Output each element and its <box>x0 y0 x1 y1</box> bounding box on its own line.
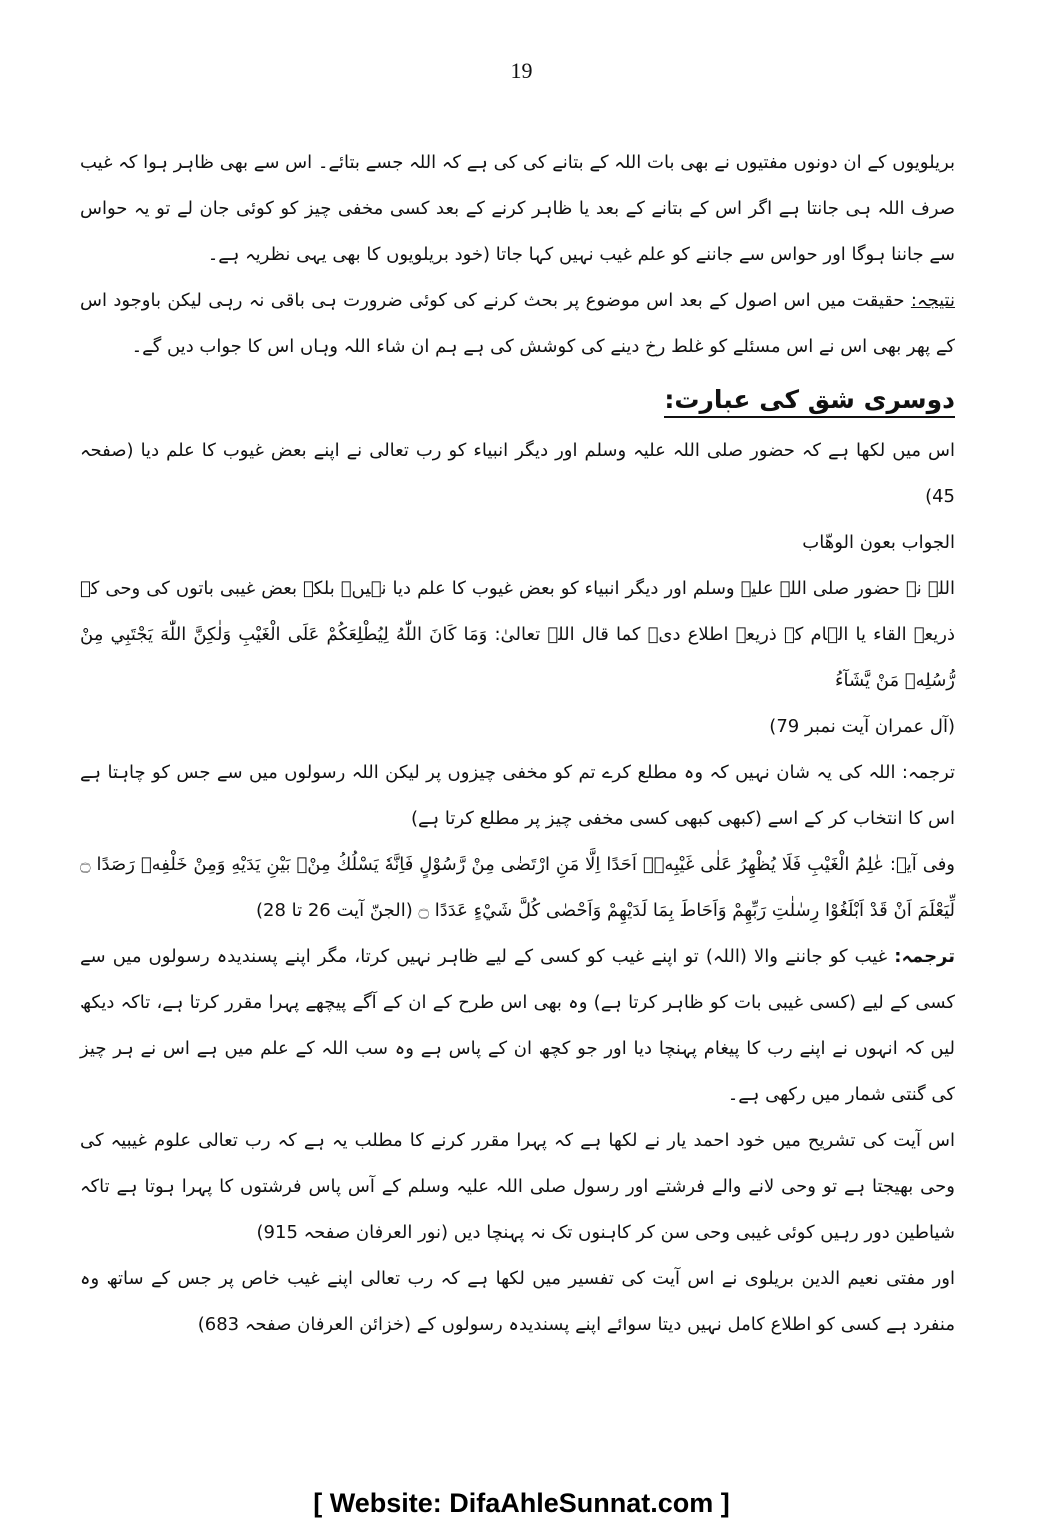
paragraph-4: الجواب بعون الوھّاب <box>802 532 955 553</box>
website-footer: [ Website: DifaAhleSunnat.com ] <box>313 1488 730 1518</box>
section-heading-text: دوسری شق کی عبارت: <box>664 385 955 418</box>
paragraph-9-text: غیب کو جاننے والا (اللہ) تو اپنے غیب کو کسی کے لیے ظاہر نہیں کرتا، مگر اپنے پسندیدہ رسولوں میں سے کسی کے لیے (کسی غیبی بات کو ظاہر کرتا ہے) وہ بھی اس طرح کے ان کے آگے پیچھے پہرا مقرر کرتا ہے، تاکہ دیکھ لیں کہ انہوں نے اپنے رب کا پیغام پہنچا دیا اور جو کچھ ان کے پاس ہے وہ سب اللہ کے علم میں ہے اس نے ہر چیز کی گنتی شمار میں رکھی ہے۔ <box>80 946 955 1105</box>
paragraph-6: (آل عمران آیت نمبر 79) <box>769 716 955 737</box>
paragraph-11: اور مفتی نعیم الدین بریلوی نے اس آیت کی تفسیر میں لکھا ہے کہ رب تعالی اپنے غیب خاص پر جس کے ساتھ وہ منفرد ہے کسی کو اطلاع کامل نہیں دیتا سوائے اپنے پسندیدہ رسولوں کے (خزائن العرفان صفحہ 683) <box>80 1268 955 1335</box>
document-body <box>80 140 955 1348</box>
translation-label: ترجمہ: <box>894 946 955 967</box>
paragraph-1: بریلویوں کے ان دونوں مفتیوں نے بھی بات اللہ کے بتانے کی کی ہے کہ اللہ جسے بتائے۔ اس سے بھی ظاہر ہوا کہ غیب صرف اللہ ہی جانتا ہے اگر اس کے بتانے کے بعد یا ظاہر کرنے کے بعد کسی مخفی چیز کو کوئی جان لے تو یہ حواس سے جاننا ہوگا اور حواس سے جاننے کو علم غیب نہیں کہا جاتا (خود بریلویوں کا بھی یہی نظریہ ہے۔ <box>80 152 955 265</box>
result-label: نتیجہ: <box>910 290 955 311</box>
paragraph-7: ترجمہ: اللہ کی یہ شان نہیں کہ وہ مطلع کرے تم کو مخفی چیزوں پر لیکن اللہ رسولوں میں سے جس کو چاہتا ہے اس کا انتخاب کر کے اسے (کبھی کبھی کسی مخفی چیز پر مطلع کرتا ہے) <box>80 762 955 829</box>
paragraph-9 <box>80 934 955 1118</box>
paragraph-8: وفی آیۃ: عٰلِمُ الْغَيْبِ فَلَا يُظْهِرُ عَلٰى غَيْبِهٖۤ اَحَدًا اِلَّا مَنِ ارْتَضٰى مِنْ رَّسُوْلٍ فَاِنَّهٗ يَسْلُكُ مِنْۢ بَيْنِ يَدَيْهِ وَمِنْ خَلْفِهٖ رَصَدًا ۝ لِّيَعْلَمَ اَنْ قَدْ اَبْلَغُوْا رِسٰلٰتِ رَبِّهِمْ وَاَحَاطَ بِمَا لَدَيْهِمْ وَاَحْصٰى كُلَّ شَيْءٍ عَدَدًا ۝ (الجنّ آیت 26 تا 28) <box>80 854 955 921</box>
page-number: 19 <box>510 58 533 83</box>
paragraph-5: اللہ نے حضور صلی اللہ علیہ وسلم اور دیگر انبیاء کو بعض غیوب کا علم دیا نہیں۔ بلکہ بعض غیبی باتوں کی وحی کے ذریعے القاء یا الہام کے ذریعے اطلاع دی۔ کما قال اللہ تعالیٰ: وَمَا كَانَ اللّٰهُ لِيُطْلِعَكُمْ عَلَى الْغَيْبِ وَلٰكِنَّ اللّٰهَ يَجْتَبِي مِنْ رُّسُلِهٖ مَنْ يَّشَآءُ <box>80 578 955 691</box>
section-heading <box>80 374 955 426</box>
paragraph-3: اس میں لکھا ہے کہ حضور صلی اللہ علیہ وسلم اور دیگر انبیاء کو رب تعالی نے اپنے بعض غیوب کا علم دیا (صفحہ 45) <box>80 440 955 507</box>
paragraph-10: اس آیت کی تشریح میں خود احمد یار نے لکھا ہے کہ پہرا مقرر کرنے کا مطلب یہ ہے کہ رب تعالی علوم غیبیہ کی وحی بھیجتا ہے تو وحی لانے والے فرشتے اور رسول صلی اللہ علیہ وسلم کے آس پاس فرشتوں کا پہرا ہوتا ہے تاکہ شیاطین دور رہیں کوئی غیبی وحی سن کر کاہنوں تک نہ پہنچا دیں (نور العرفان صفحہ 915) <box>80 1130 955 1243</box>
paragraph-2 <box>80 278 955 370</box>
paragraph-2-text: حقیقت میں اس اصول کے بعد اس موضوع پر بحث کرنے کی کوئی ضرورت ہی باقی نہ رہی لیکن باوجود اس کے پھر بھی اس نے اس مسئلے کو غلط رخ دینے کی کوشش کی ہے ہم ان شاء اللہ وہاں اس کا جواب دیں گے۔ <box>80 290 955 357</box>
